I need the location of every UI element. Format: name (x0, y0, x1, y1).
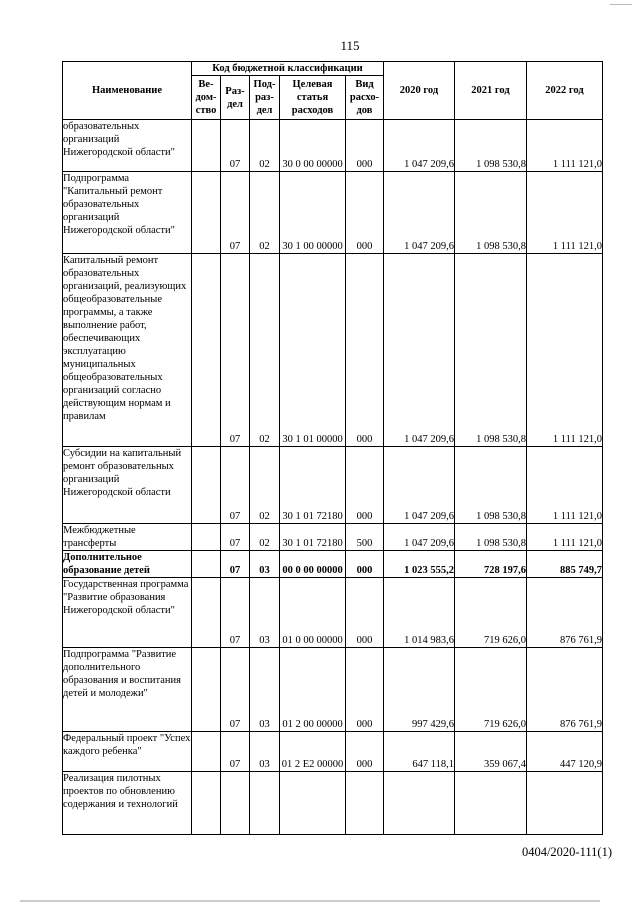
row-vid-raskhodov (346, 772, 384, 835)
row-amount-2022: 447 120,9 (527, 732, 603, 772)
row-name: образовательных организаций Нижегородской области" (63, 120, 192, 172)
row-amount-2020: 1 047 209,6 (384, 120, 455, 172)
row-amount-2022: 1 111 121,0 (527, 524, 603, 551)
row-podrazdel: 03 (250, 578, 280, 648)
table-row (63, 172, 603, 254)
table-row (63, 120, 603, 172)
row-amount-2021: 359 067,4 (455, 732, 527, 772)
row-podrazdel: 02 (250, 172, 280, 254)
row-vedomstvo (192, 551, 221, 578)
row-vedomstvo (192, 772, 221, 835)
row-amount-2022: 1 111 121,0 (527, 447, 603, 524)
row-vedomstvo (192, 578, 221, 648)
row-vedomstvo (192, 648, 221, 732)
table-row (63, 447, 603, 524)
row-amount-2020: 1 047 209,6 (384, 447, 455, 524)
row-razdel: 07 (221, 551, 250, 578)
row-podrazdel: 03 (250, 551, 280, 578)
row-vid-raskhodov: 000 (346, 254, 384, 447)
row-razdel: 07 (221, 648, 250, 732)
row-amount-2021: 1 098 530,8 (455, 120, 527, 172)
table-row (63, 732, 603, 772)
row-podrazdel: 02 (250, 447, 280, 524)
row-razdel: 07 (221, 447, 250, 524)
document-code: 0404/2020-111(1) (521, 845, 612, 859)
row-celevaya-statya: 30 0 00 00000 (280, 120, 346, 172)
row-amount-2020: 997 429,6 (384, 648, 455, 732)
row-vedomstvo (192, 172, 221, 254)
scan-edge-mark (610, 4, 632, 5)
row-vid-raskhodov: 500 (346, 524, 384, 551)
row-name: Капитальный ремонт образовательных организаций, реализующих общеобразовательные программы, а также выполнение работ, обеспечивающих эксплуатацию муниципальных общеобразовательных организаций согласно действующим нормам и правилам (63, 254, 192, 447)
row-amount-2021: 1 098 530,8 (455, 447, 527, 524)
row-amount-2022: 876 761,9 (527, 578, 603, 648)
header-year-2022: 2022 год (527, 62, 603, 120)
row-razdel: 07 (221, 732, 250, 772)
row-celevaya-statya: 01 0 00 00000 (280, 578, 346, 648)
row-amount-2022: 876 761,9 (527, 648, 603, 732)
row-amount-2020: 647 118,1 (384, 732, 455, 772)
row-name: Государственная программа "Развитие образования Нижегородской области" (63, 578, 192, 648)
row-vedomstvo (192, 447, 221, 524)
header-year-2020: 2020 год (384, 62, 455, 120)
row-name: Межбюджетные трансферты (63, 524, 192, 551)
table-row (63, 772, 603, 835)
row-celevaya-statya: 00 0 00 00000 (280, 551, 346, 578)
row-razdel (221, 772, 250, 835)
row-amount-2021: 728 197,6 (455, 551, 527, 578)
row-amount-2020: 1 014 983,6 (384, 578, 455, 648)
budget-table (62, 61, 603, 835)
header-vid-raskhodov: Вид расхо-дов (346, 76, 384, 120)
row-celevaya-statya: 01 2 E2 00000 (280, 732, 346, 772)
row-amount-2022: 1 111 121,0 (527, 120, 603, 172)
row-vedomstvo (192, 120, 221, 172)
header-celevaya-statya: Целевая статья расходов (280, 76, 346, 120)
row-celevaya-statya: 30 1 00 00000 (280, 172, 346, 254)
table-row (63, 648, 603, 732)
row-podrazdel: 02 (250, 254, 280, 447)
row-vid-raskhodov: 000 (346, 172, 384, 254)
row-razdel: 07 (221, 254, 250, 447)
table-body (63, 120, 603, 835)
row-celevaya-statya: 30 1 01 72180 (280, 447, 346, 524)
row-podrazdel: 02 (250, 120, 280, 172)
row-vedomstvo (192, 254, 221, 447)
header-podrazdel: Под-раз-дел (250, 76, 280, 120)
row-podrazdel: 02 (250, 524, 280, 551)
row-celevaya-statya: 30 1 01 00000 (280, 254, 346, 447)
row-razdel: 07 (221, 578, 250, 648)
row-vid-raskhodov: 000 (346, 578, 384, 648)
row-vid-raskhodov: 000 (346, 447, 384, 524)
row-celevaya-statya: 01 2 00 00000 (280, 648, 346, 732)
row-vid-raskhodov: 000 (346, 648, 384, 732)
row-amount-2021: 719 626,0 (455, 578, 527, 648)
header-budget-code-group: Код бюджетной классификации (192, 62, 384, 76)
row-podrazdel (250, 772, 280, 835)
row-vid-raskhodov: 000 (346, 732, 384, 772)
row-razdel: 07 (221, 524, 250, 551)
table-row (63, 551, 603, 578)
header-vedomstvo: Ве-дом-ство (192, 76, 221, 120)
row-podrazdel: 03 (250, 732, 280, 772)
row-vedomstvo (192, 524, 221, 551)
row-amount-2022: 1 111 121,0 (527, 172, 603, 254)
row-amount-2020: 1 047 209,6 (384, 254, 455, 447)
row-amount-2021 (455, 772, 527, 835)
row-podrazdel: 03 (250, 648, 280, 732)
row-celevaya-statya (280, 772, 346, 835)
row-razdel: 07 (221, 120, 250, 172)
row-razdel: 07 (221, 172, 250, 254)
row-amount-2020: 1 023 555,2 (384, 551, 455, 578)
row-amount-2020 (384, 772, 455, 835)
row-amount-2021: 1 098 530,8 (455, 524, 527, 551)
row-name: Субсидии на капитальный ремонт образовательных организаций Нижегородской области (63, 447, 192, 524)
row-amount-2021: 1 098 530,8 (455, 172, 527, 254)
row-amount-2020: 1 047 209,6 (384, 172, 455, 254)
row-name: Реализация пилотных проектов по обновлению содержания и технологий (63, 772, 192, 835)
row-vid-raskhodov: 000 (346, 551, 384, 578)
header-year-2021: 2021 год (455, 62, 527, 120)
table-row (63, 524, 603, 551)
row-amount-2022: 885 749,7 (527, 551, 603, 578)
row-amount-2022: 1 111 121,0 (527, 254, 603, 447)
header-name: Наименование (63, 62, 192, 120)
row-vedomstvo (192, 732, 221, 772)
table-row (63, 578, 603, 648)
row-name: Дополнительное образование детей (63, 551, 192, 578)
header-razdel: Раз-дел (221, 76, 250, 120)
row-celevaya-statya: 30 1 01 72180 (280, 524, 346, 551)
row-name: Подпрограмма "Развитие дополнительного образования и воспитания детей и молодежи" (63, 648, 192, 732)
row-amount-2022 (527, 772, 603, 835)
table-row (63, 254, 603, 447)
row-vid-raskhodov: 000 (346, 120, 384, 172)
page-number: 115 (340, 38, 360, 53)
row-name: Федеральный проект "Успех каждого ребенка" (63, 732, 192, 772)
row-amount-2020: 1 047 209,6 (384, 524, 455, 551)
row-amount-2021: 1 098 530,8 (455, 254, 527, 447)
row-amount-2021: 719 626,0 (455, 648, 527, 732)
scan-edge-mark (20, 900, 600, 902)
row-name: Подпрограмма "Капитальный ремонт образовательных организаций Нижегородской области" (63, 172, 192, 254)
